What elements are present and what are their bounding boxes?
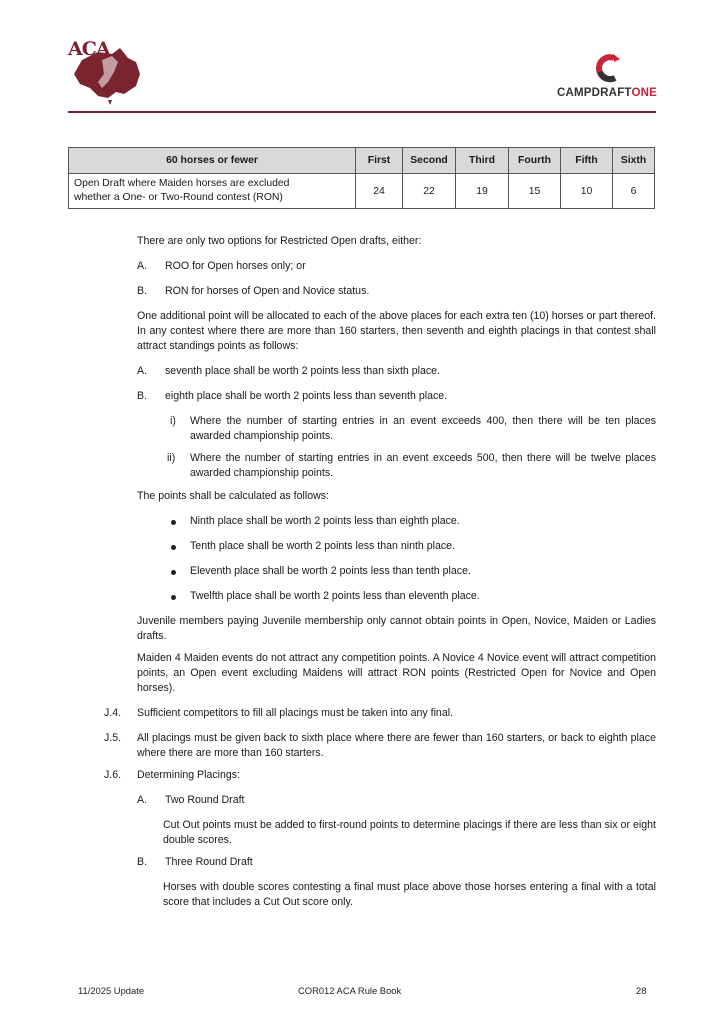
- sub-placing-ii-text: Where the number of starting entries in an event exceeds 500, then there will be twelve places awarded championship points.: [190, 452, 656, 479]
- determining-b-title: Three Round Draft: [165, 856, 253, 868]
- determining-a-title: Two Round Draft: [165, 794, 245, 806]
- table-header-sixth: Sixth: [613, 148, 655, 174]
- description-line: Open Draft where Maiden horses are excluded: [74, 178, 290, 189]
- table-header-row: [69, 148, 655, 174]
- determining-a-label: A.: [137, 794, 148, 806]
- calc-intro: The points shall be calculated as follows:: [137, 490, 329, 502]
- bullet-icon: [171, 545, 176, 550]
- table-header-second: Second: [403, 148, 456, 174]
- option-b-text: RON for horses of Open and Novice status.: [165, 285, 370, 297]
- table-row: [69, 174, 655, 209]
- placing-a-label: A.: [137, 365, 148, 377]
- table-header-category: 60 horses or fewer: [69, 148, 356, 174]
- sub-placing-ii-label: ii): [167, 452, 176, 464]
- intro-paragraph: There are only two options for Restricted Open drafts, either:: [137, 235, 422, 247]
- calc-bullet-2: Tenth place shall be worth 2 points less than ninth place.: [190, 540, 456, 552]
- maiden-paragraph: Maiden 4 Maiden events do not attract any competition points. A Novice 4 Novice event will attract competition points, an Open event excluding Maidens will attract RON points (Restricted Open for Novice and Open horses).: [137, 652, 656, 694]
- option-a-label: A.: [137, 260, 148, 272]
- bullet-icon: [171, 520, 176, 525]
- sub-placing-i-label: i): [170, 415, 176, 427]
- rule-j5-label: J.5.: [104, 732, 122, 744]
- campdraftone-text-accent: ONE: [631, 87, 657, 99]
- sub-placing-i-text: Where the number of starting entries in an event exceeds 400, then there will be ten places awarded championship points.: [190, 415, 656, 442]
- table-cell-fifth: 10: [561, 174, 613, 209]
- additional-point-paragraph: One additional point will be allocated to each of the above places for each extra ten (10) horses or part thereof. In any contest where there are more than 160 starters, then seventh and eighth placings in that contest shall attract standings points as follows:: [137, 310, 656, 352]
- table-cell-fourth: 15: [509, 174, 561, 209]
- aca-logo: [68, 38, 148, 108]
- rule-j5-text: All placings must be given back to sixth place where there are fewer than 160 starters, or back to eighth place where there are more than 160 starters.: [137, 732, 656, 759]
- calc-bullet-3: Eleventh place shall be worth 2 points less than tenth place.: [190, 565, 471, 577]
- header-divider: [68, 111, 656, 113]
- table-header-fourth: Fourth: [509, 148, 561, 174]
- calc-bullet-4: Twelfth place shall be worth 2 points less than eleventh place.: [190, 590, 480, 602]
- option-b-label: B.: [137, 285, 148, 297]
- bullet-icon: [171, 570, 176, 575]
- table-header-first: First: [356, 148, 403, 174]
- juvenile-paragraph: Juvenile members paying Juvenile membership only cannot obtain points in Open, Novice, Maiden or Ladies drafts.: [137, 615, 656, 642]
- table-header-fifth: Fifth: [561, 148, 613, 174]
- option-a-text: ROO for Open horses only; or: [165, 260, 306, 272]
- table-cell-second: 22: [403, 174, 456, 209]
- placing-b-text: eighth place shall be worth 2 points less than seventh place.: [165, 390, 448, 402]
- points-table: [68, 147, 655, 209]
- calc-bullet-1: Ninth place shall be worth 2 points less than eighth place.: [190, 515, 460, 527]
- rule-j4-text: Sufficient competitors to fill all placings must be taken into any final.: [137, 707, 454, 719]
- table-cell-sixth: 6: [613, 174, 655, 209]
- aca-logo-text: ACA: [68, 38, 110, 60]
- determining-b-text: Horses with double scores contesting a final must place above those horses entering a final with a total score that includes a Cut Out score only.: [163, 881, 656, 908]
- description-line: whether a One- or Two-Round contest (RON): [74, 192, 283, 203]
- bullet-icon: [171, 595, 176, 600]
- placing-a-text: seventh place shall be worth 2 points less than sixth place.: [165, 365, 441, 377]
- page-number: 28: [636, 985, 647, 996]
- table-cell-first: 24: [356, 174, 403, 209]
- footer-title: COR012 ACA Rule Book: [298, 985, 402, 996]
- determining-b-label: B.: [137, 856, 148, 868]
- rule-j6-text: Determining Placings:: [137, 769, 241, 781]
- rule-j4-label: J.4.: [104, 707, 122, 719]
- table-cell-description: [69, 174, 356, 209]
- campdraftone-logo: [552, 50, 662, 100]
- rule-j6-label: J.6.: [104, 769, 122, 781]
- placing-b-label: B.: [137, 390, 148, 402]
- table-header-third: Third: [456, 148, 509, 174]
- table-cell-third: 19: [456, 174, 509, 209]
- campdraftone-c-logo-icon: [552, 50, 662, 84]
- campdraftone-text-primary: CAMPDRAFT: [557, 87, 632, 99]
- footer-update: 11/2025 Update: [78, 985, 145, 996]
- determining-a-text: Cut Out points must be added to first-round points to determine placings if there are less than six or eight double scores.: [163, 819, 656, 846]
